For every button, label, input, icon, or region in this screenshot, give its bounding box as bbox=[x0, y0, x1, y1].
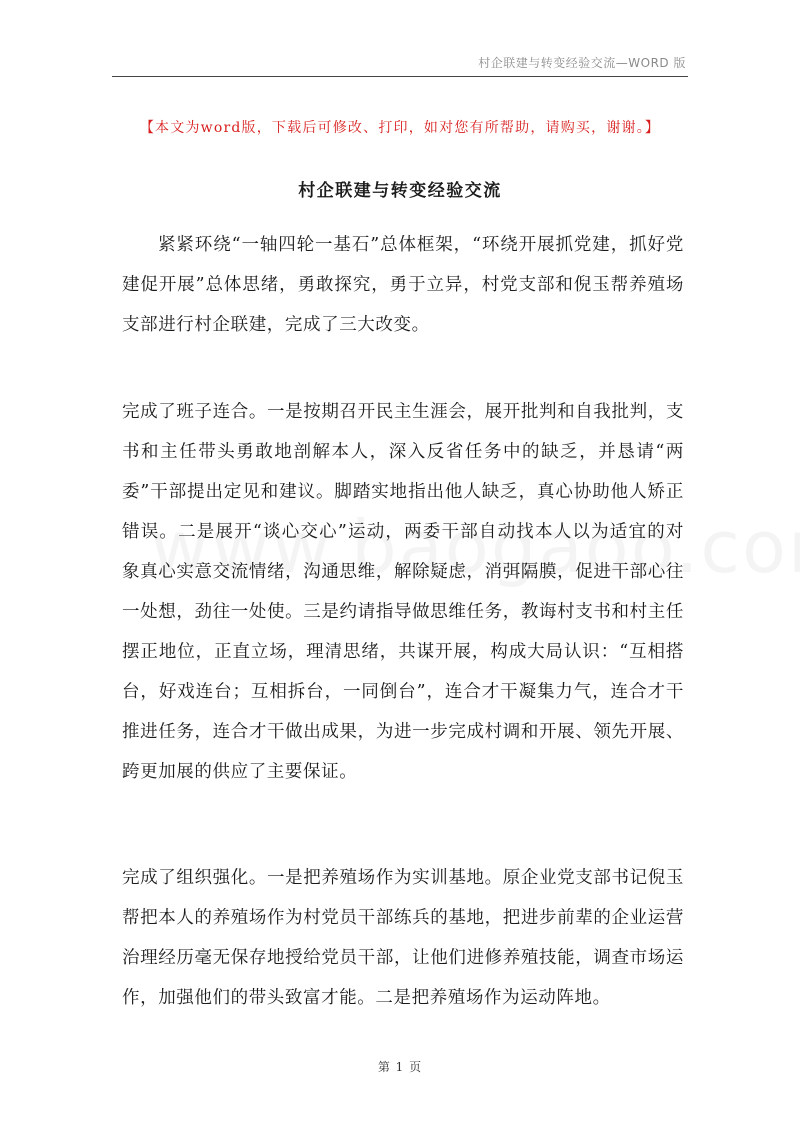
page-header bbox=[112, 48, 688, 77]
document-title: 村企联建与转变经验交流 bbox=[298, 181, 502, 201]
paragraph-organization: 完成了组织强化。一是把养殖场作为实训基地。原企业党支部书记倪玉帮把本人的养殖场作为村党员干部练兵的基地，把进步前辈的企业运营治理经历毫无保存地授给党员干部，让他们进修养殖技能，调查市场运作，加强他们的带头致富才能。二是把养殖场作为运动阵地。 bbox=[122, 868, 684, 1008]
paragraph-intro: 紧紧环绕“一轴四轮一基石”总体框架，“环绕开展抓党建，抓好党建促开展”总体思绪，勇敢探究，勇于立异，村党支部和倪玉帮养殖场支部进行村企联建，完成了三大改变。 bbox=[122, 235, 684, 335]
page-number: 第 1 页 bbox=[377, 1060, 423, 1074]
paragraph-team-unity: 完成了班子连合。一是按期召开民主生涯会，展开批判和自我批判，支书和主任带头勇敢地剖解本人，深入反省任务中的缺乏，并恳请“两委”干部提出定见和建议。脚踏实地指出他人缺乏，真心协助他人矫正错误。二是展开“谈心交心”运动，两委干部自动找本人以为适宜的对象真心实意交流情绪，沟通思维，解除疑虑，消弭隔膜，促进干部心往一处想，劲往一处使。三是约请指导做思维任务，教诲村支书和村主任摆正地位，正直立场，理清思绪，共谋开展，构成大局认识：“互相搭台，好戏连台；互相拆台，一同倒台”，连合才干凝集力气，连合才干推进任务，连合才干做出成果，为进一步完成村调和开展、领先开展、跨更加展的供应了主要保证。 bbox=[122, 402, 684, 782]
download-notice: 【本文为word版，下载后可修改、打印，如对您有所帮助，请购买，谢谢。】 bbox=[139, 120, 661, 136]
header-text: 村企联建与转变经验交流—WORD 版 bbox=[478, 56, 686, 70]
